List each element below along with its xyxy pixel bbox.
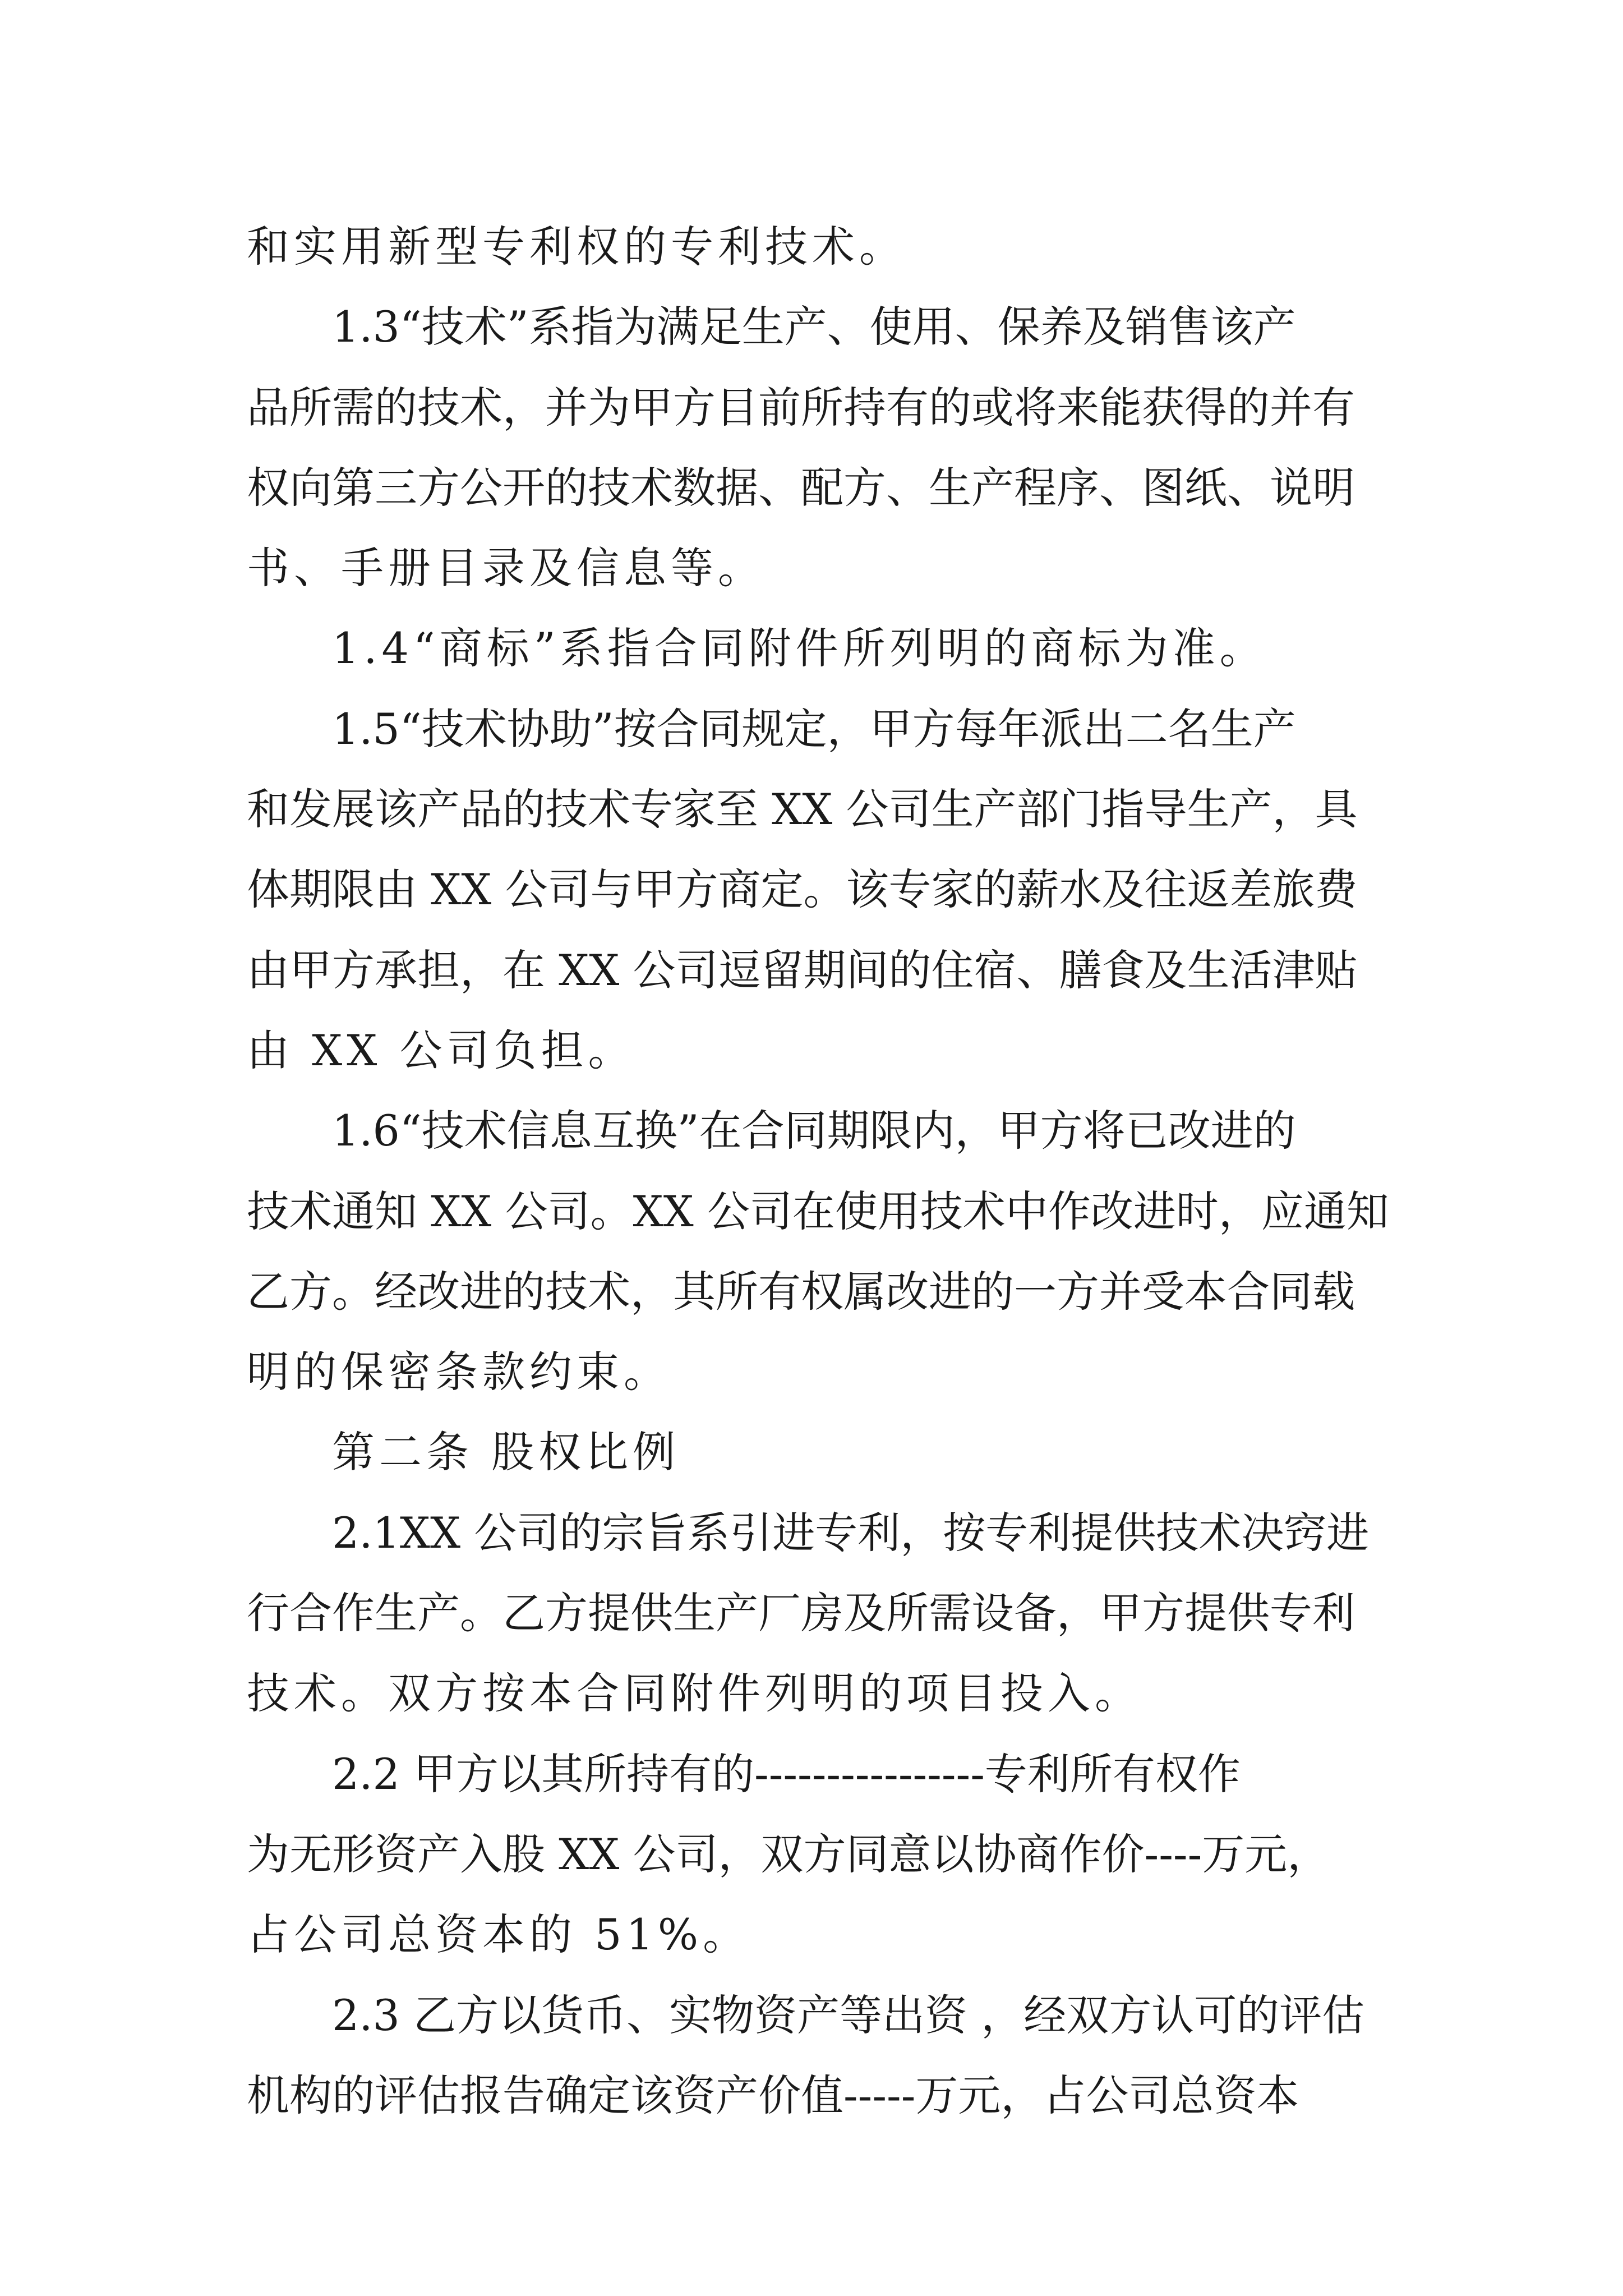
- clause-1-5-line: 1.5“技术协助”按合同规定，甲方每年派出二名生产: [332, 703, 1296, 754]
- section-heading: 第二条 股权比例: [332, 1427, 680, 1478]
- paragraph-line: 由甲方承担，在 XX 公司逗留期间的住宿、膳食及生活津贴: [247, 945, 1358, 995]
- paragraph-line: 品所需的技术，并为甲方目前所持有的或将来能获得的并有: [247, 382, 1355, 432]
- document-body: [247, 206, 1391, 2136]
- paragraph-line: 由 XX 公司负担。: [247, 1025, 635, 1075]
- paragraph-line: 行合作生产。乙方提供生产厂房及所需设备，甲方提供专利: [247, 1588, 1355, 1639]
- paragraph-line: 乙方。经改进的技术，其所有权属改进的一方并受本合同载: [247, 1266, 1355, 1317]
- paragraph-line: 体期限由 XX 公司与甲方商定。该专家的薪水及往返差旅费: [247, 864, 1358, 915]
- paragraph-line: 权向第三方公开的技术数据、配方、生产程序、图纸、说明: [247, 462, 1355, 513]
- paragraph-line: 和实用新型专利权的专利技术。: [247, 222, 906, 272]
- clause-2-2-line: 2.2 甲方以其所持有的----------------专利所有权作: [332, 1749, 1241, 1799]
- paragraph-line: 机构的评估报告确定该资产价值-----万元，占公司总资本: [247, 2070, 1299, 2120]
- paragraph-line: 为无形资产入股 XX 公司，双方同意以协商作价----万元，: [247, 1829, 1330, 1879]
- paragraph-line: 和发展该产品的技术专家至 XX 公司生产部门指导生产，具: [247, 784, 1358, 835]
- clause-1-6-line: 1.6“技术信息互换”在合同期限内，甲方将已改进的: [332, 1106, 1296, 1156]
- paragraph-line: 书、手册目录及信息等。: [247, 543, 765, 593]
- clause-2-3-line: 2.3 乙方以货币、实物资产等出资 ，经双方认可的评估: [332, 1990, 1365, 2040]
- clause-2-1-line: 2.1XX 公司的宗旨系引进专利，按专利提供技术决窍进: [332, 1507, 1370, 1558]
- paragraph-line: 技术通知 XX 公司。XX 公司在使用技术中作改进时，应通知: [247, 1186, 1389, 1236]
- paragraph-line: 占公司总资本的 51%。: [247, 1910, 750, 1960]
- clause-1-3-line: 1.3“技术”系指为满足生产、使用、保养及销售该产: [332, 302, 1296, 352]
- paragraph-line: 明的保密条款约束。: [247, 1347, 671, 1397]
- clause-1-4-line: 1.4“商标”系指合同附件所列明的商标为准。: [332, 623, 1267, 674]
- paragraph-line: 技术。双方按本合同附件列明的项目投入。: [247, 1668, 1142, 1719]
